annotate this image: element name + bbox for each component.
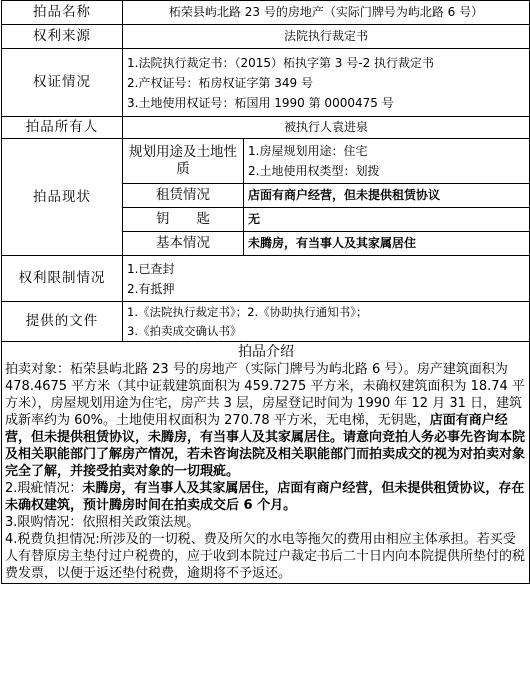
rights-source-value: 法院执行裁定书	[123, 25, 530, 49]
intro-p1-text: 拍卖对象：柘荣县屿北路 23 号的房地产（实际门牌号为屿北路 6 号）。房产建筑面积为 478.4675 平方米（其中证载建筑面积为 459.7275 平方米，未确权建筑面积为 18.74 平方米），房屋规划用途为住宅，房产共 3 层，房屋登记时间为 1990 年 12 月 31 日，建筑成新率约为 60%。土地使用权面积为 270.78 平方米，无电梯，无钥匙，	[5, 362, 525, 428]
row-item-name	[2, 1, 530, 25]
planning-line: 2.土地使用权类型：划拨	[248, 164, 380, 178]
files-label: 提供的文件	[2, 302, 123, 342]
lease-value: 店面有商户经营，但未提供租赁协议	[244, 184, 530, 208]
item-name-value: 柘荣县屿北路 23 号的房地产（实际门牌号为屿北路 6 号）	[123, 1, 530, 25]
files-value	[123, 302, 530, 342]
title-docs-label: 权证情况	[2, 49, 123, 117]
owner-label: 拍品所有人	[2, 117, 123, 139]
key-label: 钥 匙	[123, 208, 244, 232]
rights-source-label: 权利来源	[2, 25, 123, 49]
planning-label: 规划用途及土地性质	[123, 139, 244, 184]
owner-value: 被执行人袁进泉	[123, 117, 530, 139]
basic-label: 基本情况	[123, 232, 244, 256]
files-line: 3.《拍卖成交确认书》	[127, 323, 242, 338]
intro-p2-bold: 未腾房，有当事人及其家属居住，店面有商户经营，但未提供租赁协议，存在未确权建筑，预计腾房时间在拍卖成交后 6 个月。	[5, 481, 525, 513]
files-line: 1.《法院执行裁定书》；2.《协助执行通知书》；	[127, 304, 368, 319]
planning-value	[244, 139, 530, 184]
intro-paragraph-2	[5, 480, 527, 514]
row-restrictions	[2, 256, 530, 302]
status-label: 拍品现状	[2, 139, 123, 256]
row-intro	[2, 342, 530, 584]
restrictions-line: 1.已查封	[127, 261, 175, 276]
planning-line: 1.房屋规划用途：住宅	[248, 144, 368, 158]
row-rights-source	[2, 25, 530, 49]
intro-section	[2, 342, 530, 584]
basic-value: 未腾房，有当事人及其家属居住	[244, 232, 530, 256]
intro-paragraph-3: 3.限购情况：依照相关政策法规。	[5, 515, 200, 530]
title-docs-line: 1.法院执行裁定书：（2015）柘执字第 3 号-2 执行裁定书	[127, 55, 435, 70]
intro-paragraph-4: 4.税费负担情况:所涉及的一切税、费及所欠的水电等拖欠的费用由相应主体承担。若买受人有替原房主垫付过户税费的，应于收到本院过户裁定书后二十日内向本院提供所垫付的税费发票，以便于返还垫付税费，逾期将不予返还。	[5, 532, 526, 581]
restrictions-label: 权利限制情况	[2, 256, 123, 302]
restrictions-line: 2.有抵押	[127, 281, 175, 296]
title-docs-line: 2.产权证号：柘房权证字第 349 号	[127, 75, 313, 90]
key-value: 无	[244, 208, 530, 232]
auction-info-table	[1, 0, 530, 584]
intro-title: 拍品介绍	[238, 344, 294, 360]
lease-label: 租赁情况	[123, 184, 244, 208]
title-docs-value	[123, 49, 530, 117]
intro-paragraph-1	[5, 361, 527, 480]
title-docs-line: 3.土地使用权证号：柘国用 1990 第 0000475 号	[127, 95, 394, 110]
row-title-docs	[2, 49, 530, 117]
row-owner	[2, 117, 530, 139]
item-name-label: 拍品名称	[2, 1, 123, 25]
restrictions-value	[123, 256, 530, 302]
intro-p2-prefix: 2.瑕疵情况：	[5, 481, 83, 496]
row-status-planning	[2, 139, 530, 184]
intro-p1-bold: 店面有商户经营，但未提供租赁协议，未腾房，有当事人及其家属居住。请意向竞拍人务必事先咨询本院及相关职能部门了解房产情况，若未咨询法院及相关职能部门而拍卖成交的视为对拍卖对象完全了解，并接受拍卖对象的一切瑕疵。	[5, 413, 526, 479]
row-files	[2, 302, 530, 342]
